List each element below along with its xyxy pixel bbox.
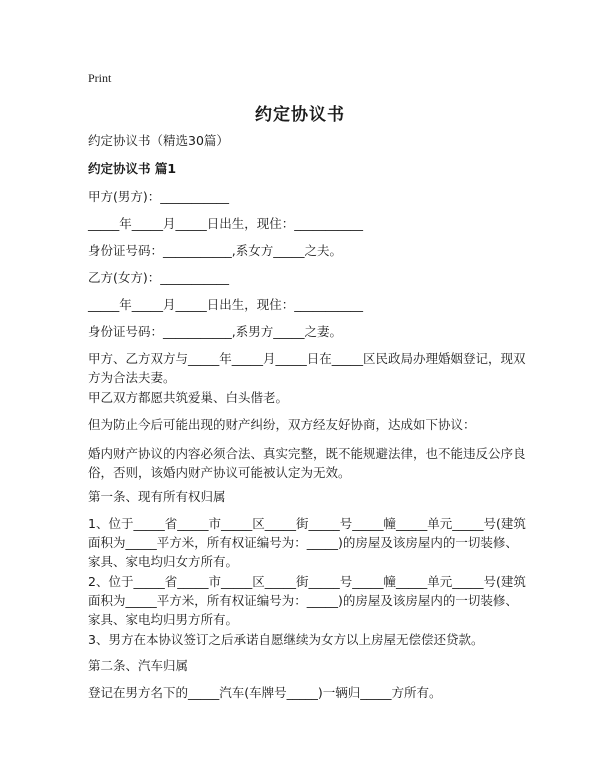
section-heading: 约定协议书 篇1 — [88, 161, 177, 176]
paragraph-agreement-intro: 但为防止今后可能出现的财产纠纷，双方经友好协商，达成如下协议： — [88, 417, 476, 432]
paragraph-wife-name: 乙方(女方)：___________ — [88, 270, 230, 285]
page-title: 约定协议书 — [255, 105, 345, 125]
article-one-item-3: 3、男方在本协议签订之后承诺自愿继续为女方以上房屋无偿偿还贷款。 — [88, 632, 484, 647]
paragraph-husband-birth: _____年_____月_____日出生，现住：___________ — [88, 216, 364, 231]
article-two-item-1: 登记在男方名下的_____汽车(车牌号_____)一辆归_____方所有。 — [88, 685, 442, 700]
paragraph-commitment: 甲乙双方都愿共筑爱巢、白头偕老。 — [88, 390, 289, 405]
paragraph-marriage-registration: 甲方、乙方双方与_____年_____月_____日在_____区民政局办理婚姻登记，现双方为合法夫妻。 — [88, 351, 526, 385]
paragraph-wife-id: 身份证号码：___________,系男方_____之妻。 — [88, 324, 342, 339]
article-one-item-2: 2、位于_____省_____市_____区_____街_____号_____幢_____单元_____号(建筑面积为_____平方米，所有权证编号为：_____)的房屋及该房屋内的一切装修、家具、家电均归男方所有。 — [88, 574, 526, 627]
print-label: Print — [88, 71, 112, 85]
paragraph-wife-birth: _____年_____月_____日出生，现住：___________ — [88, 297, 364, 312]
article-one-heading: 第一条、现有所有权归属 — [88, 489, 226, 504]
article-two-heading: 第二条、汽车归属 — [88, 658, 189, 673]
paragraph-husband-name: 甲方(男方)：___________ — [88, 189, 230, 204]
paragraph-husband-id: 身份证号码：___________,系女方_____之夫。 — [88, 243, 342, 258]
document-subtitle: 约定协议书（精选30篇） — [88, 133, 229, 148]
paragraph-validity-note: 婚内财产协议的内容必须合法、真实完整，既不能规避法律，也不能违反公序良俗，否则，该婚内财产协议可能被认定为无效。 — [88, 446, 526, 480]
article-one-item-1: 1、位于_____省_____市_____区_____街_____号_____幢_____单元_____号(建筑面积为_____平方米，所有权证编号为：_____)的房屋及该房屋内的一切装修、家具、家电均归女方所有。 — [88, 516, 526, 569]
